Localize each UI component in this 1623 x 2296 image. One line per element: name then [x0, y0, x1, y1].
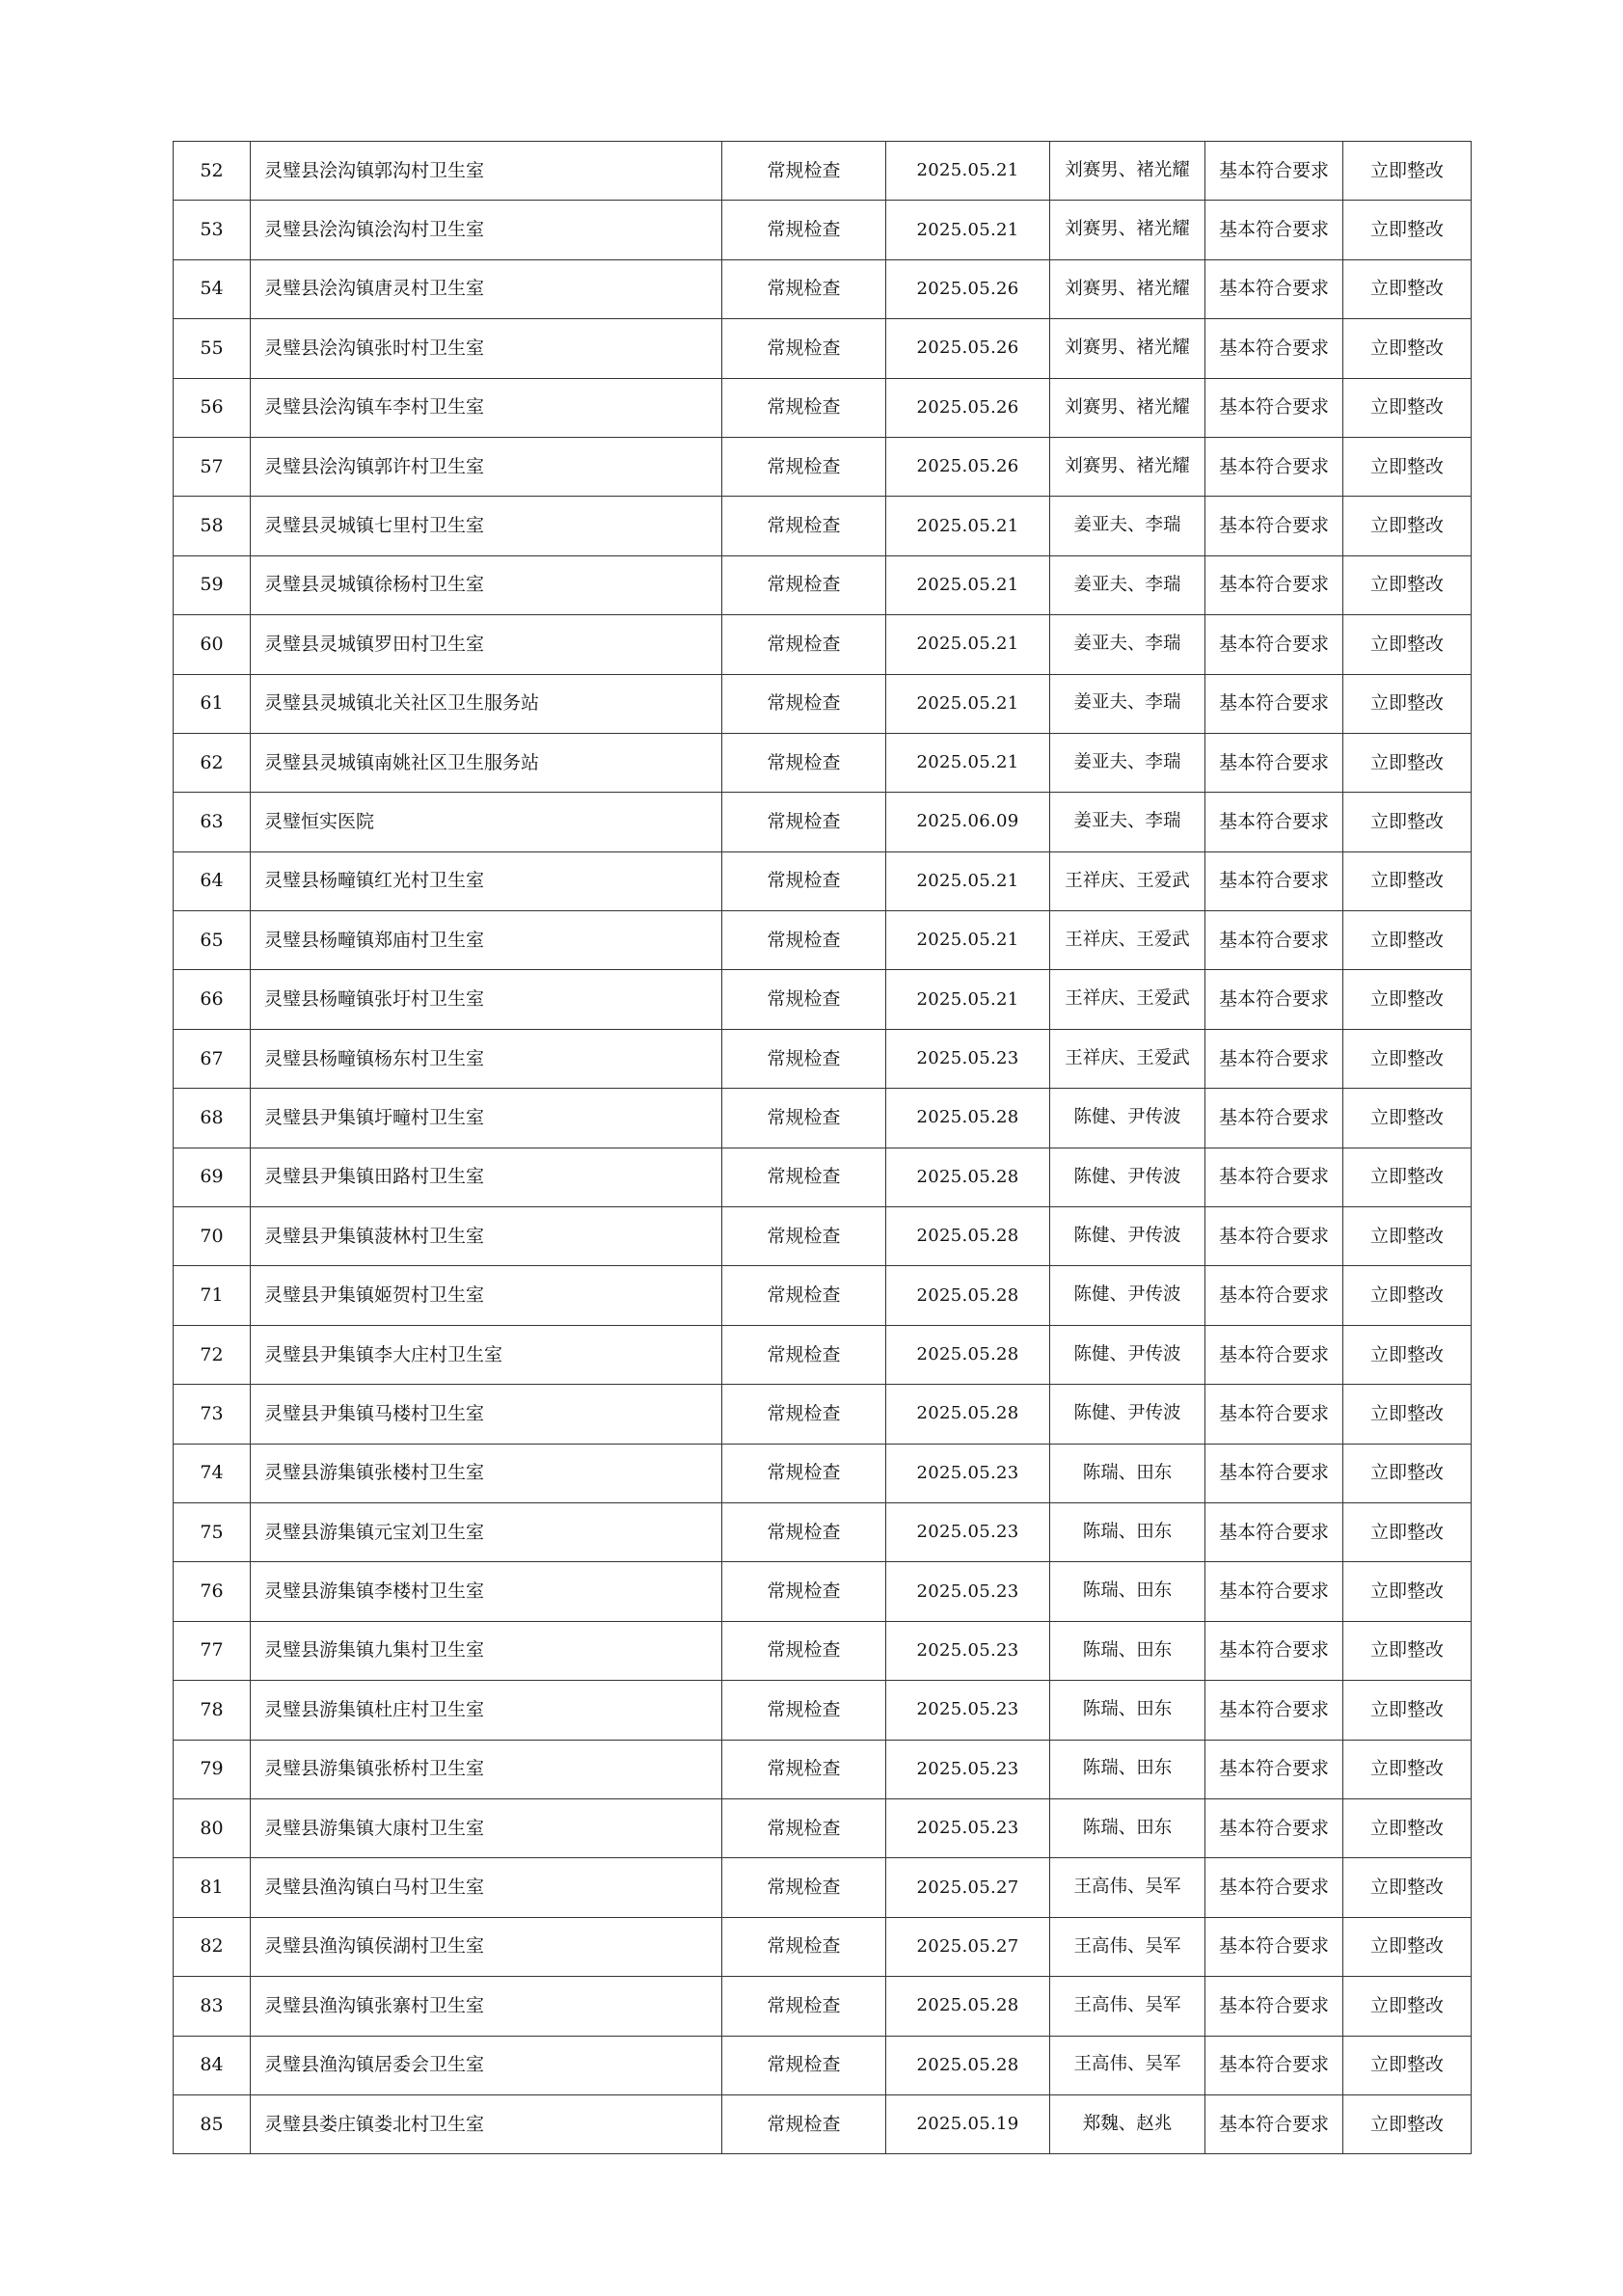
result-cell: 基本符合要求	[1205, 1681, 1343, 1740]
inspectors-cell: 王祥庆、王爱武	[1050, 911, 1205, 970]
inspection-type-cell: 常规检查	[722, 378, 886, 437]
inspectors-cell: 陈瑞、田东	[1050, 1444, 1205, 1502]
institution-name-cell: 灵璧县尹集镇姬贺村卫生室	[251, 1266, 722, 1325]
action-cell: 立即整改	[1343, 615, 1472, 674]
action-cell: 立即整改	[1343, 1977, 1472, 2036]
institution-name-cell: 灵璧县游集镇九集村卫生室	[251, 1621, 722, 1680]
result-cell: 基本符合要求	[1205, 2094, 1343, 2153]
result-cell: 基本符合要求	[1205, 1562, 1343, 1621]
row-number-cell: 61	[174, 674, 251, 733]
result-cell: 基本符合要求	[1205, 851, 1343, 910]
result-cell: 基本符合要求	[1205, 1798, 1343, 1857]
inspection-date-cell: 2025.05.28	[886, 1385, 1050, 1444]
table-row	[174, 1977, 1472, 2036]
result-cell: 基本符合要求	[1205, 497, 1343, 555]
inspection-date-cell: 2025.06.09	[886, 793, 1050, 851]
institution-name-cell: 灵璧县浍沟镇唐灵村卫生室	[251, 259, 722, 318]
inspection-type-cell: 常规检查	[722, 259, 886, 318]
inspectors-cell: 王祥庆、王爱武	[1050, 970, 1205, 1029]
inspection-type-cell: 常规检查	[722, 674, 886, 733]
row-number-cell: 82	[174, 1917, 251, 1976]
inspectors-cell: 陈瑞、田东	[1050, 1740, 1205, 1798]
inspectors-cell: 郑魏、赵兆	[1050, 2094, 1205, 2153]
institution-name-cell: 灵璧县娄庄镇娄北村卫生室	[251, 2094, 722, 2153]
inspection-type-cell: 常规检查	[722, 970, 886, 1029]
action-cell: 立即整改	[1343, 201, 1472, 259]
action-cell: 立即整改	[1343, 733, 1472, 792]
institution-name-cell: 灵璧县杨疃镇红光村卫生室	[251, 851, 722, 910]
inspection-date-cell: 2025.05.23	[886, 1681, 1050, 1740]
action-cell: 立即整改	[1343, 1325, 1472, 1384]
row-number-cell: 67	[174, 1029, 251, 1088]
result-cell: 基本符合要求	[1205, 437, 1343, 496]
inspection-type-cell: 常规检查	[722, 615, 886, 674]
inspection-type-cell: 常规检查	[722, 1740, 886, 1798]
inspectors-cell: 陈健、尹传波	[1050, 1089, 1205, 1148]
result-cell: 基本符合要求	[1205, 1207, 1343, 1266]
row-number-cell: 56	[174, 378, 251, 437]
institution-name-cell: 灵璧县游集镇张楼村卫生室	[251, 1444, 722, 1502]
action-cell: 立即整改	[1343, 437, 1472, 496]
action-cell: 立即整改	[1343, 911, 1472, 970]
institution-name-cell: 灵璧县浍沟镇张时村卫生室	[251, 319, 722, 378]
inspectors-cell: 王高伟、吴军	[1050, 1977, 1205, 2036]
row-number-cell: 80	[174, 1798, 251, 1857]
inspectors-cell: 姜亚夫、李瑞	[1050, 793, 1205, 851]
inspection-type-cell: 常规检查	[722, 1917, 886, 1976]
inspection-type-cell: 常规检查	[722, 1325, 886, 1384]
row-number-cell: 71	[174, 1266, 251, 1325]
row-number-cell: 77	[174, 1621, 251, 1680]
inspection-type-cell: 常规检查	[722, 851, 886, 910]
row-number-cell: 54	[174, 259, 251, 318]
row-number-cell: 59	[174, 555, 251, 614]
result-cell: 基本符合要求	[1205, 1977, 1343, 2036]
result-cell: 基本符合要求	[1205, 1502, 1343, 1561]
institution-name-cell: 灵璧县尹集镇田路村卫生室	[251, 1148, 722, 1206]
table-row	[174, 1089, 1472, 1148]
institution-name-cell: 灵璧县灵城镇罗田村卫生室	[251, 615, 722, 674]
action-cell: 立即整改	[1343, 1207, 1472, 1266]
inspection-type-cell: 常规检查	[722, 1621, 886, 1680]
row-number-cell: 73	[174, 1385, 251, 1444]
table-row	[174, 733, 1472, 792]
result-cell: 基本符合要求	[1205, 793, 1343, 851]
institution-name-cell: 灵璧县灵城镇徐杨村卫生室	[251, 555, 722, 614]
institution-name-cell: 灵璧县渔沟镇张寨村卫生室	[251, 1977, 722, 2036]
institution-name-cell: 灵璧县渔沟镇侯湖村卫生室	[251, 1917, 722, 1976]
row-number-cell: 64	[174, 851, 251, 910]
table-row	[174, 1502, 1472, 1561]
table-row	[174, 2036, 1472, 2094]
inspection-type-cell: 常规检查	[722, 1681, 886, 1740]
table-row	[174, 555, 1472, 614]
inspection-type-cell: 常规检查	[722, 1858, 886, 1917]
action-cell: 立即整改	[1343, 851, 1472, 910]
inspection-date-cell: 2025.05.19	[886, 2094, 1050, 2153]
row-number-cell: 66	[174, 970, 251, 1029]
inspection-date-cell: 2025.05.28	[886, 1148, 1050, 1206]
table-row	[174, 497, 1472, 555]
row-number-cell: 79	[174, 1740, 251, 1798]
table-row	[174, 1385, 1472, 1444]
institution-name-cell: 灵璧县游集镇杜庄村卫生室	[251, 1681, 722, 1740]
inspection-date-cell: 2025.05.21	[886, 733, 1050, 792]
inspection-type-cell: 常规检查	[722, 1977, 886, 2036]
action-cell: 立即整改	[1343, 319, 1472, 378]
inspectors-cell: 王祥庆、王爱武	[1050, 851, 1205, 910]
result-cell: 基本符合要求	[1205, 2036, 1343, 2094]
action-cell: 立即整改	[1343, 497, 1472, 555]
inspectors-cell: 陈健、尹传波	[1050, 1385, 1205, 1444]
institution-name-cell: 灵璧县杨疃镇杨东村卫生室	[251, 1029, 722, 1088]
table-row	[174, 911, 1472, 970]
table-row	[174, 378, 1472, 437]
inspection-date-cell: 2025.05.21	[886, 201, 1050, 259]
result-cell: 基本符合要求	[1205, 1325, 1343, 1384]
action-cell: 立即整改	[1343, 1917, 1472, 1976]
inspection-type-cell: 常规检查	[722, 1207, 886, 1266]
table-row	[174, 259, 1472, 318]
row-number-cell: 72	[174, 1325, 251, 1384]
result-cell: 基本符合要求	[1205, 1740, 1343, 1798]
inspection-date-cell: 2025.05.23	[886, 1444, 1050, 1502]
inspection-date-cell: 2025.05.26	[886, 378, 1050, 437]
inspection-type-cell: 常规检查	[722, 1266, 886, 1325]
inspectors-cell: 姜亚夫、李瑞	[1050, 497, 1205, 555]
institution-name-cell: 灵璧县游集镇大康村卫生室	[251, 1798, 722, 1857]
action-cell: 立即整改	[1343, 1621, 1472, 1680]
institution-name-cell: 灵璧县渔沟镇居委会卫生室	[251, 2036, 722, 2094]
result-cell: 基本符合要求	[1205, 259, 1343, 318]
inspection-date-cell: 2025.05.21	[886, 911, 1050, 970]
inspectors-cell: 刘赛男、褚光耀	[1050, 378, 1205, 437]
action-cell: 立即整改	[1343, 2036, 1472, 2094]
table-row	[174, 970, 1472, 1029]
inspectors-cell: 陈健、尹传波	[1050, 1266, 1205, 1325]
inspectors-cell: 刘赛男、褚光耀	[1050, 259, 1205, 318]
inspection-type-cell: 常规检查	[722, 1562, 886, 1621]
inspection-type-cell: 常规检查	[722, 1798, 886, 1857]
institution-name-cell: 灵璧县游集镇张桥村卫生室	[251, 1740, 722, 1798]
result-cell: 基本符合要求	[1205, 1858, 1343, 1917]
result-cell: 基本符合要求	[1205, 733, 1343, 792]
table-row	[174, 1444, 1472, 1502]
action-cell: 立即整改	[1343, 259, 1472, 318]
inspectors-cell: 姜亚夫、李瑞	[1050, 555, 1205, 614]
inspection-type-cell: 常规检查	[722, 497, 886, 555]
inspection-type-cell: 常规检查	[722, 1385, 886, 1444]
inspectors-cell: 王高伟、吴军	[1050, 2036, 1205, 2094]
row-number-cell: 75	[174, 1502, 251, 1561]
table-body	[174, 142, 1472, 2154]
inspection-type-cell: 常规检查	[722, 911, 886, 970]
row-number-cell: 84	[174, 2036, 251, 2094]
table-row	[174, 1266, 1472, 1325]
table-row	[174, 851, 1472, 910]
action-cell: 立即整改	[1343, 793, 1472, 851]
inspectors-cell: 陈瑞、田东	[1050, 1502, 1205, 1561]
inspectors-cell: 王祥庆、王爱武	[1050, 1029, 1205, 1088]
inspectors-cell: 陈健、尹传波	[1050, 1148, 1205, 1206]
row-number-cell: 60	[174, 615, 251, 674]
result-cell: 基本符合要求	[1205, 142, 1343, 201]
result-cell: 基本符合要求	[1205, 201, 1343, 259]
inspection-date-cell: 2025.05.26	[886, 437, 1050, 496]
inspection-records-table	[173, 141, 1472, 2154]
inspectors-cell: 姜亚夫、李瑞	[1050, 674, 1205, 733]
table-row	[174, 201, 1472, 259]
row-number-cell: 53	[174, 201, 251, 259]
inspection-date-cell: 2025.05.28	[886, 1266, 1050, 1325]
inspectors-cell: 刘赛男、褚光耀	[1050, 142, 1205, 201]
inspection-date-cell: 2025.05.28	[886, 1977, 1050, 2036]
result-cell: 基本符合要求	[1205, 911, 1343, 970]
row-number-cell: 85	[174, 2094, 251, 2153]
table-row	[174, 1325, 1472, 1384]
institution-name-cell: 灵璧恒实医院	[251, 793, 722, 851]
inspectors-cell: 陈健、尹传波	[1050, 1207, 1205, 1266]
row-number-cell: 68	[174, 1089, 251, 1148]
table-row	[174, 1858, 1472, 1917]
action-cell: 立即整改	[1343, 2094, 1472, 2153]
inspection-date-cell: 2025.05.23	[886, 1502, 1050, 1561]
inspection-date-cell: 2025.05.27	[886, 1858, 1050, 1917]
inspection-date-cell: 2025.05.28	[886, 2036, 1050, 2094]
table-row	[174, 2094, 1472, 2153]
table-row	[174, 142, 1472, 201]
row-number-cell: 70	[174, 1207, 251, 1266]
inspectors-cell: 陈瑞、田东	[1050, 1562, 1205, 1621]
action-cell: 立即整改	[1343, 1858, 1472, 1917]
result-cell: 基本符合要求	[1205, 378, 1343, 437]
row-number-cell: 62	[174, 733, 251, 792]
table-row	[174, 674, 1472, 733]
row-number-cell: 55	[174, 319, 251, 378]
table-row	[174, 1740, 1472, 1798]
action-cell: 立即整改	[1343, 1385, 1472, 1444]
inspection-type-cell: 常规检查	[722, 1502, 886, 1561]
row-number-cell: 57	[174, 437, 251, 496]
table-row	[174, 793, 1472, 851]
action-cell: 立即整改	[1343, 378, 1472, 437]
institution-name-cell: 灵璧县浍沟镇郭沟村卫生室	[251, 142, 722, 201]
row-number-cell: 63	[174, 793, 251, 851]
inspection-date-cell: 2025.05.21	[886, 555, 1050, 614]
result-cell: 基本符合要求	[1205, 970, 1343, 1029]
inspection-type-cell: 常规检查	[722, 1029, 886, 1088]
result-cell: 基本符合要求	[1205, 1444, 1343, 1502]
inspection-type-cell: 常规检查	[722, 793, 886, 851]
institution-name-cell: 灵璧县游集镇元宝刘卫生室	[251, 1502, 722, 1561]
inspection-date-cell: 2025.05.26	[886, 319, 1050, 378]
row-number-cell: 58	[174, 497, 251, 555]
inspection-type-cell: 常规检查	[722, 555, 886, 614]
row-number-cell: 65	[174, 911, 251, 970]
inspection-type-cell: 常规检查	[722, 1444, 886, 1502]
action-cell: 立即整改	[1343, 1444, 1472, 1502]
table-row	[174, 1148, 1472, 1206]
inspection-date-cell: 2025.05.23	[886, 1740, 1050, 1798]
institution-name-cell: 灵璧县浍沟镇浍沟村卫生室	[251, 201, 722, 259]
inspection-type-cell: 常规检查	[722, 2094, 886, 2153]
inspectors-cell: 刘赛男、褚光耀	[1050, 201, 1205, 259]
inspection-type-cell: 常规检查	[722, 733, 886, 792]
table-row	[174, 319, 1472, 378]
action-cell: 立即整改	[1343, 1266, 1472, 1325]
result-cell: 基本符合要求	[1205, 674, 1343, 733]
inspection-type-cell: 常规检查	[722, 437, 886, 496]
inspectors-cell: 王高伟、吴军	[1050, 1917, 1205, 1976]
action-cell: 立即整改	[1343, 555, 1472, 614]
inspection-type-cell: 常规检查	[722, 1089, 886, 1148]
result-cell: 基本符合要求	[1205, 1621, 1343, 1680]
table-row	[174, 437, 1472, 496]
result-cell: 基本符合要求	[1205, 615, 1343, 674]
action-cell: 立即整改	[1343, 1502, 1472, 1561]
institution-name-cell: 灵璧县尹集镇菠林村卫生室	[251, 1207, 722, 1266]
inspection-date-cell: 2025.05.21	[886, 970, 1050, 1029]
table-row	[174, 1562, 1472, 1621]
inspection-date-cell: 2025.05.28	[886, 1207, 1050, 1266]
action-cell: 立即整改	[1343, 142, 1472, 201]
inspection-date-cell: 2025.05.21	[886, 674, 1050, 733]
institution-name-cell: 灵璧县杨疃镇郑庙村卫生室	[251, 911, 722, 970]
institution-name-cell: 灵璧县灵城镇南姚社区卫生服务站	[251, 733, 722, 792]
inspection-date-cell: 2025.05.23	[886, 1029, 1050, 1088]
row-number-cell: 78	[174, 1681, 251, 1740]
inspection-date-cell: 2025.05.28	[886, 1325, 1050, 1384]
result-cell: 基本符合要求	[1205, 1089, 1343, 1148]
inspection-date-cell: 2025.05.27	[886, 1917, 1050, 1976]
result-cell: 基本符合要求	[1205, 319, 1343, 378]
institution-name-cell: 灵璧县杨疃镇张圩村卫生室	[251, 970, 722, 1029]
inspection-type-cell: 常规检查	[722, 319, 886, 378]
inspection-type-cell: 常规检查	[722, 201, 886, 259]
result-cell: 基本符合要求	[1205, 1917, 1343, 1976]
inspection-type-cell: 常规检查	[722, 1148, 886, 1206]
inspectors-cell: 姜亚夫、李瑞	[1050, 733, 1205, 792]
inspectors-cell: 刘赛男、褚光耀	[1050, 437, 1205, 496]
inspection-date-cell: 2025.05.23	[886, 1621, 1050, 1680]
row-number-cell: 83	[174, 1977, 251, 2036]
table-row	[174, 1798, 1472, 1857]
inspectors-cell: 陈健、尹传波	[1050, 1325, 1205, 1384]
action-cell: 立即整改	[1343, 970, 1472, 1029]
row-number-cell: 76	[174, 1562, 251, 1621]
action-cell: 立即整改	[1343, 1681, 1472, 1740]
result-cell: 基本符合要求	[1205, 555, 1343, 614]
institution-name-cell: 灵璧县渔沟镇白马村卫生室	[251, 1858, 722, 1917]
inspection-date-cell: 2025.05.28	[886, 1089, 1050, 1148]
row-number-cell: 69	[174, 1148, 251, 1206]
table-row	[174, 1917, 1472, 1976]
action-cell: 立即整改	[1343, 1798, 1472, 1857]
inspection-type-cell: 常规检查	[722, 142, 886, 201]
inspectors-cell: 王高伟、吴军	[1050, 1858, 1205, 1917]
inspection-date-cell: 2025.05.23	[886, 1798, 1050, 1857]
institution-name-cell: 灵璧县浍沟镇郭许村卫生室	[251, 437, 722, 496]
result-cell: 基本符合要求	[1205, 1029, 1343, 1088]
action-cell: 立即整改	[1343, 1562, 1472, 1621]
institution-name-cell: 灵璧县浍沟镇车李村卫生室	[251, 378, 722, 437]
inspection-type-cell: 常规检查	[722, 2036, 886, 2094]
action-cell: 立即整改	[1343, 1089, 1472, 1148]
result-cell: 基本符合要求	[1205, 1148, 1343, 1206]
row-number-cell: 74	[174, 1444, 251, 1502]
institution-name-cell: 灵璧县游集镇李楼村卫生室	[251, 1562, 722, 1621]
inspection-date-cell: 2025.05.23	[886, 1562, 1050, 1621]
table-row	[174, 615, 1472, 674]
inspection-date-cell: 2025.05.21	[886, 615, 1050, 674]
action-cell: 立即整改	[1343, 674, 1472, 733]
inspectors-cell: 陈瑞、田东	[1050, 1798, 1205, 1857]
inspectors-cell: 陈瑞、田东	[1050, 1621, 1205, 1680]
table-row	[174, 1621, 1472, 1680]
table-row	[174, 1207, 1472, 1266]
action-cell: 立即整改	[1343, 1740, 1472, 1798]
table-row	[174, 1681, 1472, 1740]
inspection-date-cell: 2025.05.21	[886, 497, 1050, 555]
inspectors-cell: 姜亚夫、李瑞	[1050, 615, 1205, 674]
inspection-date-cell: 2025.05.26	[886, 259, 1050, 318]
table-row	[174, 1029, 1472, 1088]
institution-name-cell: 灵璧县灵城镇七里村卫生室	[251, 497, 722, 555]
institution-name-cell: 灵璧县尹集镇圩疃村卫生室	[251, 1089, 722, 1148]
row-number-cell: 52	[174, 142, 251, 201]
institution-name-cell: 灵璧县尹集镇马楼村卫生室	[251, 1385, 722, 1444]
inspectors-cell: 刘赛男、褚光耀	[1050, 319, 1205, 378]
row-number-cell: 81	[174, 1858, 251, 1917]
inspectors-cell: 陈瑞、田东	[1050, 1681, 1205, 1740]
action-cell: 立即整改	[1343, 1029, 1472, 1088]
result-cell: 基本符合要求	[1205, 1266, 1343, 1325]
result-cell: 基本符合要求	[1205, 1385, 1343, 1444]
inspection-date-cell: 2025.05.21	[886, 851, 1050, 910]
inspection-date-cell: 2025.05.21	[886, 142, 1050, 201]
action-cell: 立即整改	[1343, 1148, 1472, 1206]
institution-name-cell: 灵璧县尹集镇李大庄村卫生室	[251, 1325, 722, 1384]
institution-name-cell: 灵璧县灵城镇北关社区卫生服务站	[251, 674, 722, 733]
